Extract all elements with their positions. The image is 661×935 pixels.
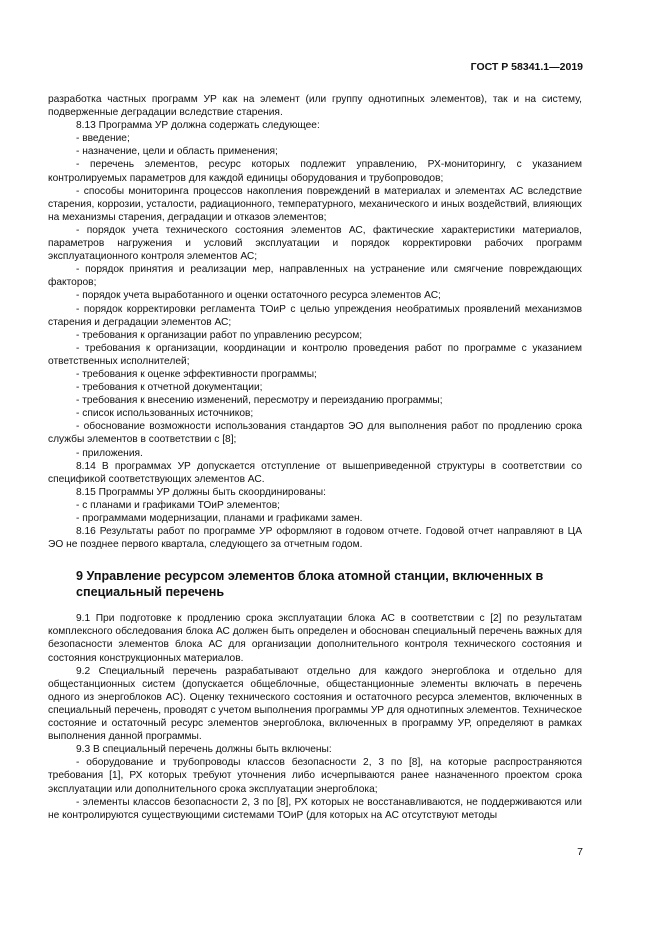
list-item: - требования к отчетной документации; [76,382,263,394]
list-item: - элементы классов безопасности 2, 3 по [8], РХ которых не восстанавливаются, не поддерживаются или не контролируются существующими системами ТОиР (для которых на АС отсутствуют методы [48,796,582,821]
standard-designation: ГОСТ Р 58341.1—2019 [470,61,583,73]
section-heading: 9 Управление ресурсом элементов блока атомной станции, включенных в специальный перечень [76,569,544,600]
list-item: - с планами и графиками ТОиР элементов; [76,499,280,511]
list-item: - требования к организации работ по управлению ресурсом; [76,329,363,341]
paragraph: 9.3 В специальный перечень должны быть включены: [76,744,332,756]
paragraph: 8.15 Программы УР должны быть скоординированы: [76,486,326,498]
paragraph: разработка частных программ УР как на элемент (или группу однотипных элементов), так и на систему, подверженные деградации вследствие старения. [48,94,582,119]
list-item: - обоснование возможности использования стандартов ЭО для выполнения работ по продлению срока службы элементов в соответствии с [8]; [48,421,582,446]
list-item: - порядок учета технического состояния элементов АС, фактические характеристики материалов, параметров нагружения и условий эксплуатации и порядок корректировки рабочих программ эксплуатационного контроля элементов АС; [48,224,582,263]
list-item: - приложения. [76,447,143,459]
list-item: - требования к внесению изменений, пересмотру и переизданию программы; [76,395,443,407]
page-number: 7 [577,846,583,858]
paragraph: 8.14 В программах УР допускается отступление от вышеприведенной структуры в соответствии со спецификой соответствующих элементов АС. [48,460,582,485]
list-item: - способы мониторинга процессов накопления повреждений в материалах и элементах АС вследствие старения, коррозии, усталости, радиационного, температурного, механического и иных воздействий, влияющих на механизмы старения, деградации и отказов элементов; [48,185,582,223]
list-item: - оборудование и трубопроводы классов безопасности 2, 3 по [8], на которые распространяются требования [1], РХ которых требуют уточнения либо исчерпываются ранее назначенного проектом срока эксплуатации или дополнительного срока эксплуатации энергоблока; [48,757,582,795]
list-item: - назначение, цели и область применения; [76,146,278,158]
paragraph: 8.16 Результаты работ по программе УР оформляют в годовом отчете. Годовой отчет направляют в ЦА ЭО не позднее первого квартала, следующего за отчетным годом. [48,526,582,551]
list-item: - требования к оценке эффективности программы; [76,368,317,380]
paragraph: 8.13 Программа УР должна содержать следующее: [76,120,320,132]
paragraph: 9.1 При подготовке к продлению срока эксплуатации блока АС в соответствии с [2] по результатам комплексного обследования блока АС должен быть определен и обоснован специальный перечень важных для безопасности элементов блока АС для организации дополнительного контроля технического состояния и состояния конструкционных материалов. [48,613,582,664]
paragraph: 9.2 Специальный перечень разрабатывают отдельно для каждого энергоблока и отдельно для общестанционных систем (допускается общеблочные, общестанционные элементы включать в перечень одного из энергоблоков АС). Оценку технического состояния и остаточного ресурса элементов, включенных в специальный перечень, проводят с учетом выполнения программы УР для однотипных элементов. Техническое состояние и остаточный ресурс элементов энергоблока, включенных в программу УР, определяют в рамках выполнения данной программы. [48,665,583,743]
list-item: - программами модернизации, планами и графиками замен. [76,513,363,524]
list-item: - порядок принятия и реализации мер, направленных на устранение или смягчение повреждающих факторов; [48,264,582,289]
document-body [48,93,582,822]
list-item: - перечень элементов, ресурс которых подлежит управлению, РХ-мониторингу, с указанием контролируемых параметров для каждой единицы оборудования и трубопроводов; [48,159,582,184]
list-item: - порядок учета выработанного и оценки остаточного ресурса элементов АС; [76,290,441,302]
list-item: - список использованных источников; [76,408,254,420]
list-item: - требования к организации, координации и контролю проведения работ по программе с указанием ответственных исполнителей; [48,342,582,367]
list-item: - порядок корректировки регламента ТОиР с целью упреждения необратимых проявлений механизмов старения и деградации элементов АС; [48,303,582,328]
list-item: - введение; [76,133,130,145]
